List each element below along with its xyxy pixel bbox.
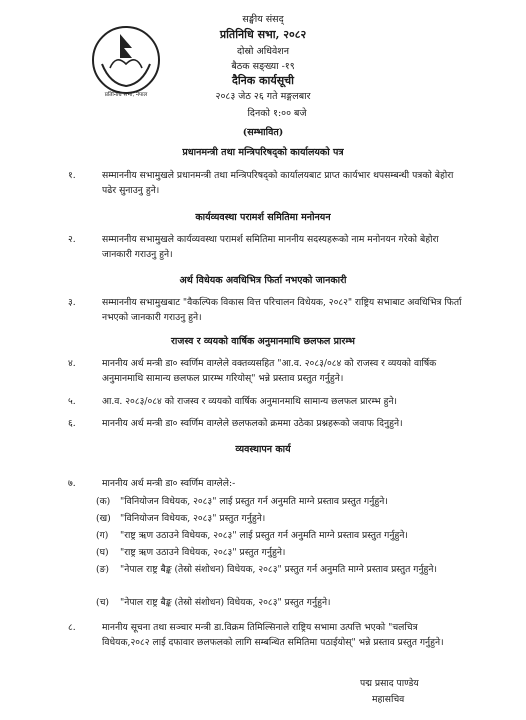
subitem-label: (च) <box>96 597 110 608</box>
item-text-5: आ.व. २०८३/०८४ को राजस्व र व्ययको वार्षिक अनुमानमाथि सामान्य छलफल प्रारम्भ हुने। <box>102 396 398 407</box>
section-heading-3: अर्थ विधेयक अवधिभित्र फिर्ता नभएको जानकारी <box>179 275 347 286</box>
item-text-7: माननीय अर्थ मन्त्री डा० स्वर्णिम वाग्लेले:- <box>102 478 236 489</box>
section-heading-1: प्रधानमन्त्री तथा मन्त्रिपरिषद्को कार्यालयको पत्र <box>182 147 344 158</box>
subitem-label: (घ) <box>96 547 109 558</box>
signatory-name: पद्म प्रसाद पाण्डेय <box>360 678 419 689</box>
item-text-4: माननीय अर्थ मन्त्री डा० स्वर्णिम वाग्लेले वक्तव्यसहित "आ.व. २०८३/०८४ को राजस्व र व्ययको वार्षिक अनुमानमाथि सामान्य छलफल प्रारम्भ गरियोस्" भन्ने प्रस्ताव प्रस्तुत गर्नुहुने। <box>102 358 437 384</box>
item-text-6: माननीय अर्थ मन्त्री डा० स्वर्णिम वाग्लेले छलफलको क्रममा उठेका प्रश्नहरूको जवाफ दिनुहुने। <box>102 418 403 429</box>
emblem-caption: प्रतिनिधि सभा, नेपाल <box>104 92 148 98</box>
subitem-text: "विनियोजन विधेयक, २०८३" प्रस्तुत गर्नुहुने। <box>120 513 266 524</box>
item-number-8: ८. <box>68 622 76 633</box>
subitem-label: (ख) <box>96 513 111 524</box>
section-heading-4: राजस्व र व्ययको वार्षिक अनुमानमाथि छलफल प्रारम्भ <box>171 336 355 347</box>
item-text-1: सम्माननीय सभामुखले प्रधानमन्त्री तथा मन्त्रिपरिषद्को कार्यालयबाट प्राप्त कार्यभार थपसम्बन्धी पत्रको बेहोरा पढेर सुनाउनु हुने। <box>102 170 454 196</box>
item-number-5: ५. <box>68 396 76 407</box>
subitem-label: (ग) <box>96 530 109 541</box>
header-session: दोस्रो अधिवेशन <box>236 46 290 57</box>
subitem-text: "विनियोजन विधेयक, २०८३" लाई प्रस्तुत गर्न अनुमति माग्ने प्रस्ताव प्रस्तुत गर्नुहुने। <box>120 496 388 507</box>
header-probable: (सम्भावित) <box>242 127 284 138</box>
subitem-label: (क) <box>96 496 111 507</box>
header-meeting-number: बैठक सङ्ख्या -१९ <box>231 61 295 72</box>
header-date: २०८३ जेठ २६ गते मङ्गलबार <box>215 91 311 102</box>
item-text-2: सम्माननीय सभामुखले कार्यव्यवस्था परामर्श समितिमा माननीय सदस्यहरूको नाम मनोनयन गरेको बेहोरा जानकारी गराउनु हुने। <box>102 234 439 260</box>
header-title: प्रतिनिधि सभा, २०८२ <box>219 28 307 41</box>
subitem-text: "नेपाल राष्ट्र बैङ्क (तेस्रो संशोधन) विधेयक, २०८३" प्रस्तुत गर्न अनुमति माग्ने प्रस्ताव प्रस्तुत गर्नुहुने। <box>120 564 437 575</box>
subitem-label: (ङ) <box>96 564 110 575</box>
item-text-3: सम्माननीय सभामुखबाट "वैकल्पिक विकास वित्त परिचालन विधेयक, २०८२" राष्ट्रिय सभाबाट अवधिभित्र फिर्ता नभएको जानकारी गराउनु हुने। <box>102 297 462 323</box>
header-time: दिनको १:०० बजे <box>247 108 307 119</box>
signatory-title: महासचिव <box>372 694 405 705</box>
header-agenda-title: दैनिक कार्यसूची <box>231 74 295 87</box>
item-number-1: १. <box>68 170 76 181</box>
item-text-8: माननीय सूचना तथा सञ्चार मन्त्री डा.विक्रम तिमिल्सिनाले राष्ट्रिय सभामा उत्पत्ति भएको "चलचित्र विधेयक,२०८२ लाई दफावार छलफलको लागि सम्बन्धित समितिमा पठाईयोस्" भन्ने प्रस्ताव प्रस्तुत गर्नुहुने। <box>102 622 444 648</box>
item-number-4: ४. <box>68 358 76 369</box>
item-number-6: ६. <box>68 418 76 429</box>
subitem-text: "राष्ट्र ऋण उठाउने विधेयक, २०८३" प्रस्तुत गर्नुहुने। <box>120 547 286 558</box>
header-line-1: सङ्घीय संसद् <box>242 14 284 25</box>
section-heading-5: व्यवस्थापन कार्य <box>235 444 291 455</box>
item-number-3: ३. <box>68 297 76 308</box>
subitem-text: "नेपाल राष्ट्र बैङ्क (तेस्रो संशोधन) विधेयक, २०८३" प्रस्तुत गर्नुहुने। <box>120 597 331 608</box>
subitem-text: "राष्ट्र ऋण उठाउने विधेयक, २०८३" लाई प्रस्तुत गर्न अनुमति माग्ने प्रस्ताव प्रस्तुत गर्नुहुने। <box>120 530 408 541</box>
item-number-7: ७. <box>68 478 76 489</box>
item-number-2: २. <box>68 234 76 245</box>
section-heading-2: कार्यव्यवस्था परामर्श समितिमा मनोनयन <box>195 212 331 223</box>
